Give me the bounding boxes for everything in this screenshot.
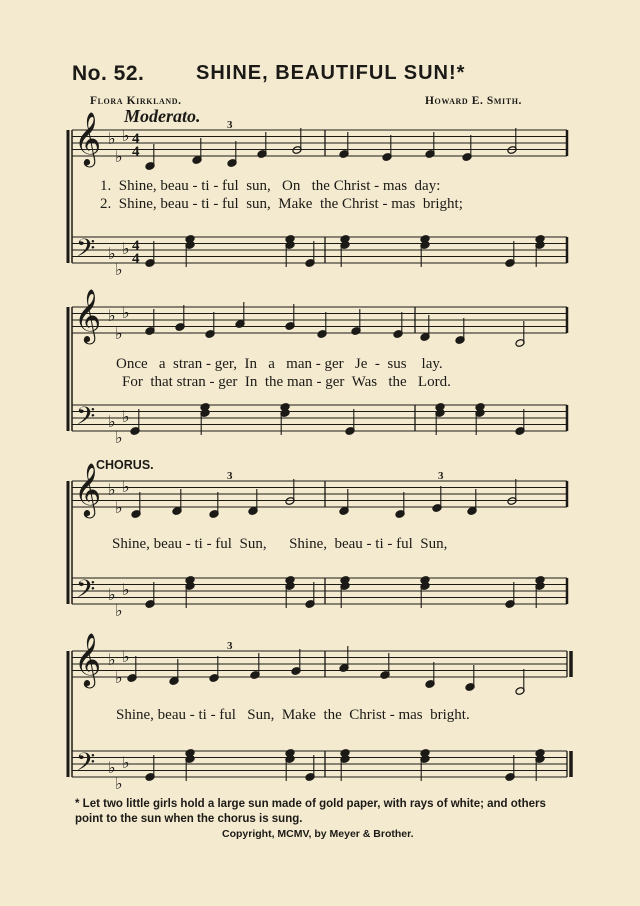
time-signature-top: 4 xyxy=(132,238,140,254)
flat-icon: ♭ xyxy=(115,326,123,343)
flat-icon: ♭ xyxy=(115,149,123,166)
flat-icon: ♭ xyxy=(115,500,123,517)
flat-icon: ♭ xyxy=(115,670,123,687)
lyric-verse2-line2: For that stran - ger In the man - ger Was the Lord. xyxy=(122,374,451,390)
triplet-mark: 3 xyxy=(227,119,233,131)
treble-clef-icon: 𝄞 xyxy=(74,634,102,685)
flat-icon: ♭ xyxy=(108,587,116,604)
hymn-title: SHINE, BEAUTIFUL SUN!* xyxy=(196,62,466,84)
flat-icon: ♭ xyxy=(108,246,116,263)
flat-icon: ♭ xyxy=(122,582,130,599)
composer-credit: Howard E. Smith. xyxy=(425,95,523,107)
lyric-chorus-line2: Shine, beau - ti - ful Sun, Make the Christ - mas bright. xyxy=(116,707,470,723)
hymn-number: No. 52. xyxy=(72,62,145,85)
flat-icon: ♭ xyxy=(108,652,116,669)
triplet-mark: 3 xyxy=(227,470,233,482)
lyric-verse1-line1: 1. Shine, beau - ti - ful sun, On the Christ - mas day: xyxy=(100,178,441,194)
flat-icon: ♭ xyxy=(115,603,123,620)
bass-clef-icon: 𝄢 xyxy=(76,576,96,609)
lyric-verse1-line2: Once a stran - ger, In a man - ger Je - sus lay. xyxy=(116,356,443,372)
lyric-chorus-line1: Shine, beau - ti - ful Sun, Shine, beau - ti - ful Sun, xyxy=(112,536,448,552)
flat-icon: ♭ xyxy=(122,479,130,496)
bass-clef-icon: 𝄢 xyxy=(76,235,96,268)
flat-icon: ♭ xyxy=(108,414,116,431)
lyric-verse2-line1: 2. Shine, beau - ti - ful sun, Make the Christ - mas bright; xyxy=(100,196,463,212)
flat-icon: ♭ xyxy=(122,128,130,145)
footnote: * Let two little girls hold a large sun made of gold paper, with rays of white; and others point to the sun when the chorus is sung. xyxy=(75,798,546,825)
bass-clef-icon: 𝄢 xyxy=(76,749,96,782)
flat-icon: ♭ xyxy=(108,131,116,148)
flat-icon: ♭ xyxy=(122,241,130,258)
treble-clef-icon: 𝄞 xyxy=(74,464,102,515)
time-signature-bottom: 4 xyxy=(132,144,140,160)
treble-clef-icon: 𝄞 xyxy=(74,113,102,164)
chorus-label: CHORUS. xyxy=(96,458,154,472)
flat-icon: ♭ xyxy=(122,305,130,322)
flat-icon: ♭ xyxy=(115,430,123,447)
treble-clef-icon: 𝄞 xyxy=(74,290,102,341)
flat-icon: ♭ xyxy=(122,409,130,426)
flat-icon: ♭ xyxy=(108,760,116,777)
flat-icon: ♭ xyxy=(122,649,130,666)
lyricist-credit: Flora Kirkland. xyxy=(90,95,182,107)
flat-icon: ♭ xyxy=(108,482,116,499)
flat-icon: ♭ xyxy=(115,262,123,279)
bass-clef-icon: 𝄢 xyxy=(76,403,96,436)
copyright-notice: Copyright, MCMV, by Meyer & Brother. xyxy=(222,828,414,840)
triplet-mark: 3 xyxy=(438,470,444,482)
flat-icon: ♭ xyxy=(115,776,123,793)
triplet-mark: 3 xyxy=(227,640,233,652)
time-signature-top: 4 xyxy=(132,131,140,147)
flat-icon: ♭ xyxy=(108,308,116,325)
flat-icon: ♭ xyxy=(122,755,130,772)
time-signature-bottom: 4 xyxy=(132,251,140,267)
tempo-marking: Moderato. xyxy=(124,106,201,126)
